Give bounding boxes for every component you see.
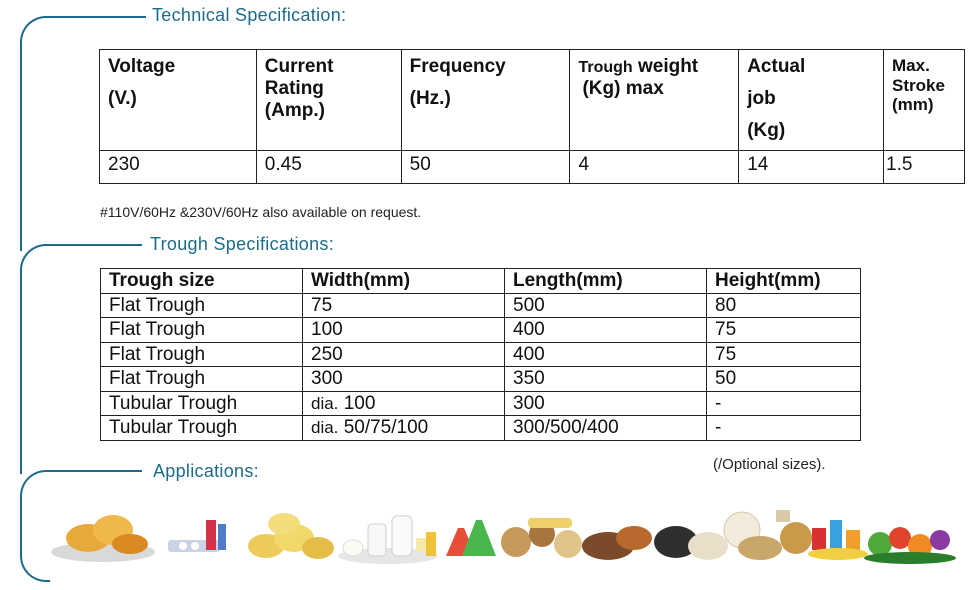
- value-current: 0.45: [256, 151, 401, 184]
- oats-icon: [724, 512, 782, 560]
- applications-title: Applications:: [153, 461, 259, 481]
- value-trough-weight: 4: [570, 151, 739, 184]
- trough-header-size: Trough size: [101, 269, 303, 294]
- dairy-icon: [338, 516, 438, 564]
- bracket-technical: [20, 16, 50, 251]
- lab-flask-icon: [426, 520, 496, 556]
- table-row: Flat Trough 75 500 80: [101, 293, 861, 318]
- bracket-tick-technical: [46, 16, 146, 18]
- potato-icon: [248, 513, 334, 559]
- trough-spec-table: [100, 268, 861, 441]
- voltage-note: #110V/60Hz &230V/60Hz also available on request.: [100, 204, 422, 220]
- header-actual-job: Actual job (Kg): [739, 50, 884, 151]
- applications-illustration: [48, 498, 962, 574]
- toys-icon: [808, 520, 868, 560]
- header-max-stroke: Max. Stroke (mm): [884, 50, 965, 151]
- chips-icon: [51, 515, 155, 562]
- table-row: Flat Trough 250 400 75: [101, 342, 861, 367]
- optional-sizes-note: (/Optional sizes).: [713, 456, 826, 473]
- value-frequency: 50: [401, 151, 570, 184]
- header-voltage: Voltage (V.): [100, 50, 257, 151]
- header-trough-weight: Trough weight (Kg) max: [570, 50, 739, 151]
- medicine-icon: [168, 520, 226, 552]
- seeds-icon: [654, 526, 728, 560]
- table-row: Flat Trough 300 350 50: [101, 367, 861, 392]
- bracket-tick-applications: [46, 470, 142, 472]
- grains-icon: [501, 518, 582, 558]
- value-voltage: 230: [100, 151, 257, 184]
- technical-title: Technical Specification:: [152, 5, 347, 25]
- technical-spec-table: [99, 49, 965, 184]
- bracket-trough: [20, 244, 50, 474]
- applications-strip: [48, 498, 962, 574]
- trough-header-width: Width(mm): [303, 269, 505, 294]
- table-row: Flat Trough 100 400 75: [101, 318, 861, 343]
- trough-header-height: Height(mm): [707, 269, 861, 294]
- spices-icon: [582, 526, 652, 560]
- value-max-stroke: 1.5: [884, 151, 965, 184]
- trough-title: Trough Specifications:: [150, 234, 335, 254]
- bracket-applications: [20, 470, 50, 582]
- value-actual-job: 14: [739, 151, 884, 184]
- vegetables-icon: [864, 527, 956, 564]
- bracket-tick-trough: [46, 244, 142, 246]
- table-row: Tubular Trough dia. 50/75/100 300/500/400 -: [101, 416, 861, 441]
- table-row: Tubular Trough dia. 100 300 -: [101, 391, 861, 416]
- header-frequency: Frequency (Hz.): [401, 50, 570, 151]
- header-current: Current Rating (Amp.): [256, 50, 401, 151]
- trough-header-length: Length(mm): [505, 269, 707, 294]
